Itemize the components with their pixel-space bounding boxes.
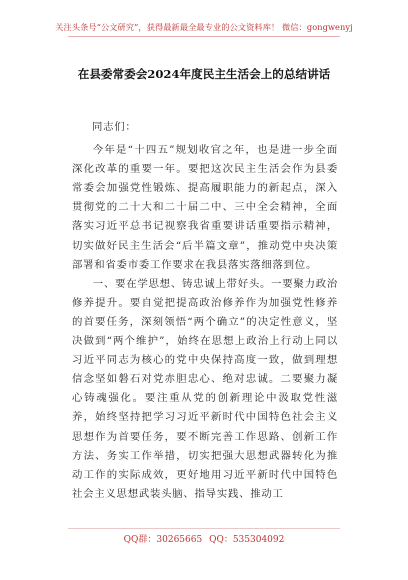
header-notice: 关注头条号“公文研究”，获得最新最全最专业的公文资料库！ 微信：gongwenyj (55, 22, 353, 32)
document-title: 在县委常委会2024年度民主生活会上的总结讲话 (77, 67, 331, 81)
footer-divider (68, 528, 340, 529)
paragraph-section-one: 一、要在学思想、铸忠诚上带好头。一要聚力政治修养提升。要自觉把提高政治修养作为加强党性修养的首要任务，深刻领悟“两个确立”的决定性意义，坚决做到“两个维护”，始终在思想上政治上行动上同以习近平同志为核心的党中央保持高度一致，做到理想信念坚如磐石对党赤胆忠心、绝对忠诚。二要聚力凝心铸魂强化。要注重从党的创新理论中汲取党性滋养，始终坚持把学习习近平新时代中国特色社会主义思想作为首要任务，要不断完善工作思路、创新工作方法、务实工作举措，切实把强大思想武器转化为推动工作的实际成效，更好地用习近平新时代中国特色社会主义思想武装头脑、指导实践、推动工 (72, 277, 338, 500)
header-divider (68, 36, 340, 37)
document-body (72, 118, 338, 504)
footer-contact: QQ群：30265665 QQ：535304092 (123, 535, 285, 545)
salutation: 同志们： (92, 121, 137, 133)
paragraph-intro: 今年是“十四五”规划收官之年，也是进一步全面深化改革的重要一年。要把这次民主生活会作为县委常委会加强党性锻炼、提高履职能力的新起点，深入贯彻党的二十大和二十届二中、三中全会精神，全面落实习近平总书记视察我省重要讲话重要指示精神，切实做好民主生活会“后半篇文章”，推动党中央决策部署和省委市委工作要求在我县落实落细落到位。 (72, 144, 338, 271)
